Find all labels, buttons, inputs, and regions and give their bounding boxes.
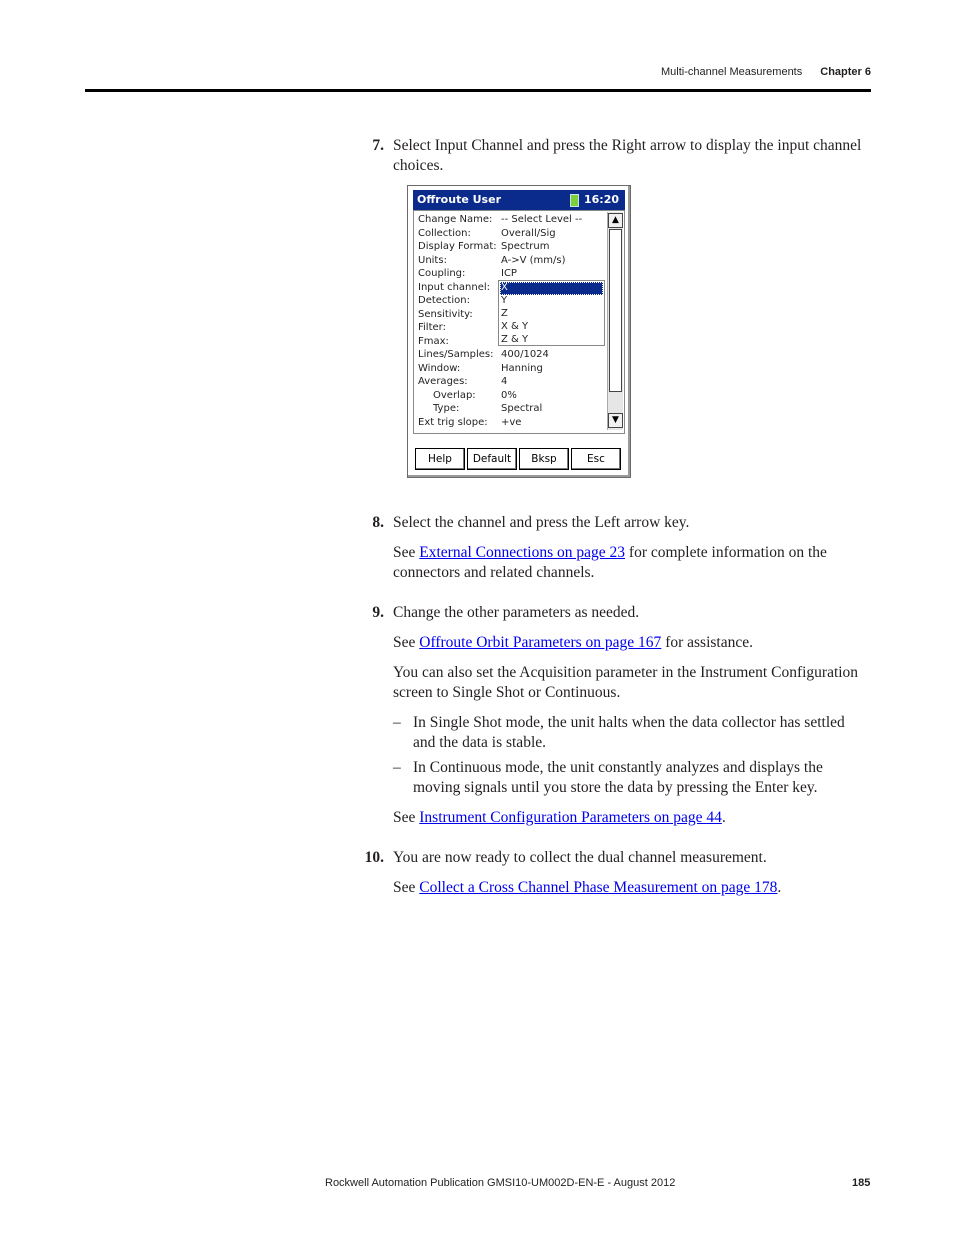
- see-prefix: See: [393, 809, 420, 826]
- parameter-value: -- Select Level --: [501, 214, 583, 225]
- parameter-value: 4: [501, 376, 508, 387]
- step-text: Select Input Channel and press the Right arrow to display the input channel choices.: [393, 137, 862, 174]
- parameter-label: Sensitivity:: [418, 308, 473, 320]
- softkey-bar: [413, 444, 625, 472]
- step-number: 10.: [364, 849, 384, 866]
- parameter-label: Filter:: [418, 322, 446, 333]
- parameter-label: Change Name:: [418, 214, 493, 225]
- parameter-value: Spectral: [501, 403, 543, 414]
- see-suffix: .: [777, 879, 782, 896]
- parameter-value: 400/1024: [501, 349, 549, 360]
- step-number: 7.: [372, 137, 384, 154]
- bullet-text: In Continuous mode, the unit constantly analyzes and displays the moving signals until you store the data by pressing the Enter key.: [413, 759, 823, 796]
- battery-icon: [570, 194, 579, 207]
- step-number: 9.: [372, 604, 384, 621]
- parameter-value: Overall/Sig: [501, 227, 556, 239]
- scroll-down-arrow-icon[interactable]: ▼: [608, 413, 623, 428]
- device-clock: 16:20: [583, 193, 619, 206]
- see-reference: [393, 543, 863, 583]
- dropdown-option[interactable]: X & Y: [501, 321, 529, 332]
- device-title: Offroute User: [417, 193, 501, 206]
- link-cross-channel-phase[interactable]: Collect a Cross Channel Phase Measurement on page 178: [419, 879, 778, 896]
- parameter-label: Fmax:: [418, 335, 449, 347]
- device-screenshot: [407, 185, 631, 478]
- parameter-value: A->V (mm/s): [501, 254, 566, 266]
- scroll-thumb[interactable]: [609, 229, 622, 392]
- see-suffix: for assistance.: [661, 634, 753, 651]
- parameter-label: Units:: [418, 254, 447, 266]
- parameter-label: Ext trig slope:: [418, 416, 488, 428]
- link-offroute-orbit-parameters[interactable]: Offroute Orbit Parameters on page 167: [419, 634, 662, 651]
- see-reference: [393, 808, 863, 828]
- scroll-up-arrow-icon[interactable]: ▲: [608, 213, 623, 228]
- step-text: Change the other parameters as needed.: [393, 604, 640, 621]
- bullet-text: In Single Shot mode, the unit halts when the data collector has settled and the data is stable.: [413, 714, 845, 751]
- help-button[interactable]: Help: [415, 448, 465, 470]
- parameter-label: Lines/Samples:: [418, 349, 494, 360]
- parameter-value: ICP: [501, 268, 517, 279]
- page-number: 185: [852, 1177, 871, 1189]
- link-external-connections[interactable]: External Connections on page 23: [419, 544, 626, 561]
- parameter-value: Spectrum: [501, 241, 550, 252]
- see-prefix: See: [393, 879, 420, 896]
- header-chapter: Chapter 6: [820, 66, 871, 78]
- parameter-label: Input channel:: [418, 281, 491, 293]
- see-reference: [393, 878, 863, 898]
- default-button[interactable]: Default: [467, 448, 517, 470]
- parameter-label: Averages:: [418, 376, 468, 387]
- esc-button[interactable]: Esc: [571, 448, 621, 470]
- see-reference: [393, 633, 863, 653]
- parameter-label: Window:: [418, 362, 461, 374]
- bullet-dash: –: [393, 759, 401, 776]
- parameter-label: Display Format:: [418, 241, 497, 252]
- see-prefix: See: [393, 544, 420, 561]
- parameter-label: Coupling:: [418, 268, 466, 279]
- header-section-title: Multi-channel Measurements: [661, 66, 803, 78]
- bksp-button[interactable]: Bksp: [519, 448, 569, 470]
- see-suffix: for complete information on the connectors and related channels.: [393, 544, 827, 581]
- parameter-label: Overlap:: [433, 389, 476, 401]
- see-suffix: .: [721, 809, 726, 826]
- scrollbar[interactable]: [607, 212, 623, 430]
- dropdown-option[interactable]: X: [500, 282, 603, 295]
- parameter-label: Detection:: [418, 295, 470, 306]
- step-number: 8.: [372, 514, 384, 531]
- device-title-bar: [413, 190, 625, 210]
- parameter-list: [413, 210, 625, 434]
- parameter-value: 0%: [501, 389, 517, 401]
- acquisition-paragraph: You can also set the Acquisition parameter in the Instrument Configuration screen to Single Shot or Continuous.: [393, 664, 859, 701]
- dropdown-option[interactable]: Y: [501, 295, 508, 306]
- parameter-value: Hanning: [501, 362, 543, 374]
- dropdown-option[interactable]: Z & Y: [501, 334, 529, 345]
- input-channel-dropdown[interactable]: [498, 280, 605, 346]
- step-text: Select the channel and press the Left arrow key.: [393, 514, 690, 531]
- parameter-label: Collection:: [418, 227, 471, 239]
- parameter-value: +ve: [501, 416, 522, 428]
- running-header: [661, 66, 871, 78]
- step-text: You are now ready to collect the dual channel measurement.: [393, 849, 767, 866]
- link-instrument-configuration[interactable]: Instrument Configuration Parameters on page 44: [419, 809, 722, 826]
- dropdown-option[interactable]: Z: [501, 308, 508, 319]
- publication-id: Rockwell Automation Publication GMSI10-UM002D-EN-E - August 2012: [325, 1177, 676, 1189]
- parameter-label: Type:: [433, 403, 460, 414]
- bullet-dash: –: [393, 714, 401, 731]
- header-rule: [85, 89, 871, 92]
- see-prefix: See: [393, 634, 420, 651]
